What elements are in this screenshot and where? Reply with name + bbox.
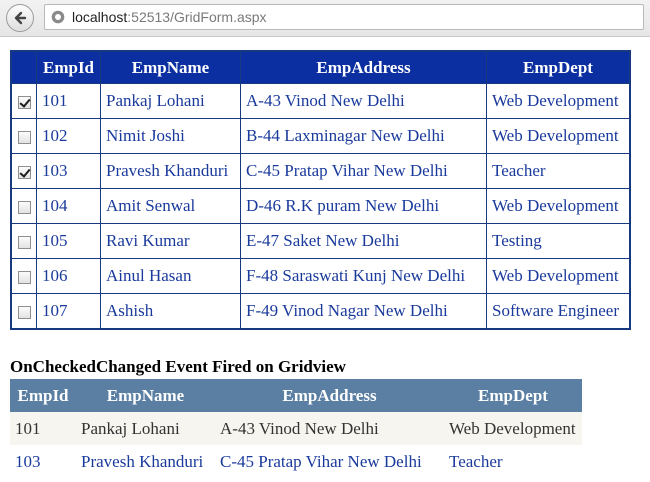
empaddress-cell: E-47 Saket New Delhi <box>241 224 487 259</box>
table-row <box>11 259 630 294</box>
empdept-cell: Software Engineer <box>487 294 631 330</box>
empdept-cell: Web Development <box>487 84 631 119</box>
empdept-cell: Teacher <box>487 154 631 189</box>
empname-cell: Amit Senwal <box>101 189 241 224</box>
browser-toolbar <box>0 0 650 37</box>
empdept-cell: Web Development <box>487 259 631 294</box>
header-empaddress: EmpAddress <box>215 379 444 412</box>
empdept-cell: Web Development <box>487 189 631 224</box>
empaddress-cell: B-44 Laxminagar New Delhi <box>241 119 487 154</box>
header-empname: EmpName <box>101 51 241 84</box>
grid-header-row <box>11 51 630 84</box>
url-text <box>72 5 267 29</box>
empid-cell: 107 <box>37 294 101 330</box>
empname-cell: Ainul Hasan <box>101 259 241 294</box>
employee-grid <box>10 50 631 330</box>
empid-cell: 101 <box>37 84 101 119</box>
table-row <box>11 189 630 224</box>
table-row <box>11 119 630 154</box>
empaddress-cell: A-43 Vinod New Delhi <box>215 412 444 445</box>
row-checkbox[interactable] <box>18 236 31 249</box>
checkbox-header <box>11 51 37 84</box>
url-host: localhost <box>72 9 128 25</box>
row-checkbox-cell <box>11 189 37 224</box>
row-checkbox[interactable] <box>18 306 31 319</box>
row-checkbox-cell <box>11 154 37 189</box>
empid-cell: 103 <box>37 154 101 189</box>
row-checkbox[interactable] <box>18 96 31 109</box>
address-bar[interactable] <box>44 4 644 30</box>
empname-cell: Nimit Joshi <box>101 119 241 154</box>
empaddress-cell: F-49 Vinod Nagar New Delhi <box>241 294 487 330</box>
row-checkbox-cell <box>11 259 37 294</box>
header-empid: EmpId <box>10 379 76 412</box>
row-checkbox[interactable] <box>18 166 31 179</box>
grid-header-row <box>10 379 582 412</box>
empid-cell: 104 <box>37 189 101 224</box>
url-path: :52513/GridForm.aspx <box>127 9 267 25</box>
empid-cell: 106 <box>37 259 101 294</box>
empname-cell: Pankaj Lohani <box>101 84 241 119</box>
empid-cell: 101 <box>10 412 76 445</box>
empname-cell: Pravesh Khanduri <box>101 154 241 189</box>
empaddress-cell: A-43 Vinod New Delhi <box>241 84 487 119</box>
table-row <box>11 154 630 189</box>
empid-cell: 105 <box>37 224 101 259</box>
empdept-cell: Testing <box>487 224 631 259</box>
header-empid: EmpId <box>37 51 101 84</box>
back-button[interactable] <box>6 4 34 32</box>
event-caption: OnCheckedChanged Event Fired on Gridview <box>10 357 346 376</box>
empname-cell: Pankaj Lohani <box>76 412 215 445</box>
empaddress-cell: F-48 Saraswati Kunj New Delhi <box>241 259 487 294</box>
empid-cell: 103 <box>10 445 76 478</box>
row-checkbox[interactable] <box>18 201 31 214</box>
row-checkbox[interactable] <box>18 271 31 284</box>
table-row <box>11 294 630 330</box>
empid-cell: 102 <box>37 119 101 154</box>
row-checkbox-cell <box>11 84 37 119</box>
row-checkbox-cell <box>11 119 37 154</box>
empdept-cell: Web Development <box>487 119 631 154</box>
header-empdept: EmpDept <box>487 51 631 84</box>
empaddress-cell: C-45 Pratap Vihar New Delhi <box>241 154 487 189</box>
header-empdept: EmpDept <box>444 379 582 412</box>
empname-cell: Pravesh Khanduri <box>76 445 215 478</box>
row-checkbox-cell <box>11 224 37 259</box>
empdept-cell: Web Development <box>444 412 582 445</box>
table-row <box>10 412 582 445</box>
empdept-cell: Teacher <box>444 445 582 478</box>
table-row <box>11 224 630 259</box>
header-empname: EmpName <box>76 379 215 412</box>
empaddress-cell: D-46 R.K puram New Delhi <box>241 189 487 224</box>
row-checkbox[interactable] <box>18 131 31 144</box>
empname-cell: Ravi Kumar <box>101 224 241 259</box>
table-row <box>10 445 582 478</box>
selected-employees-grid <box>10 379 582 478</box>
empaddress-cell: C-45 Pratap Vihar New Delhi <box>215 445 444 478</box>
empname-cell: Ashish <box>101 294 241 330</box>
table-row <box>11 84 630 119</box>
header-empaddress: EmpAddress <box>241 51 487 84</box>
back-arrow-icon <box>12 10 28 26</box>
page-info-icon[interactable] <box>51 10 65 24</box>
row-checkbox-cell <box>11 294 37 330</box>
